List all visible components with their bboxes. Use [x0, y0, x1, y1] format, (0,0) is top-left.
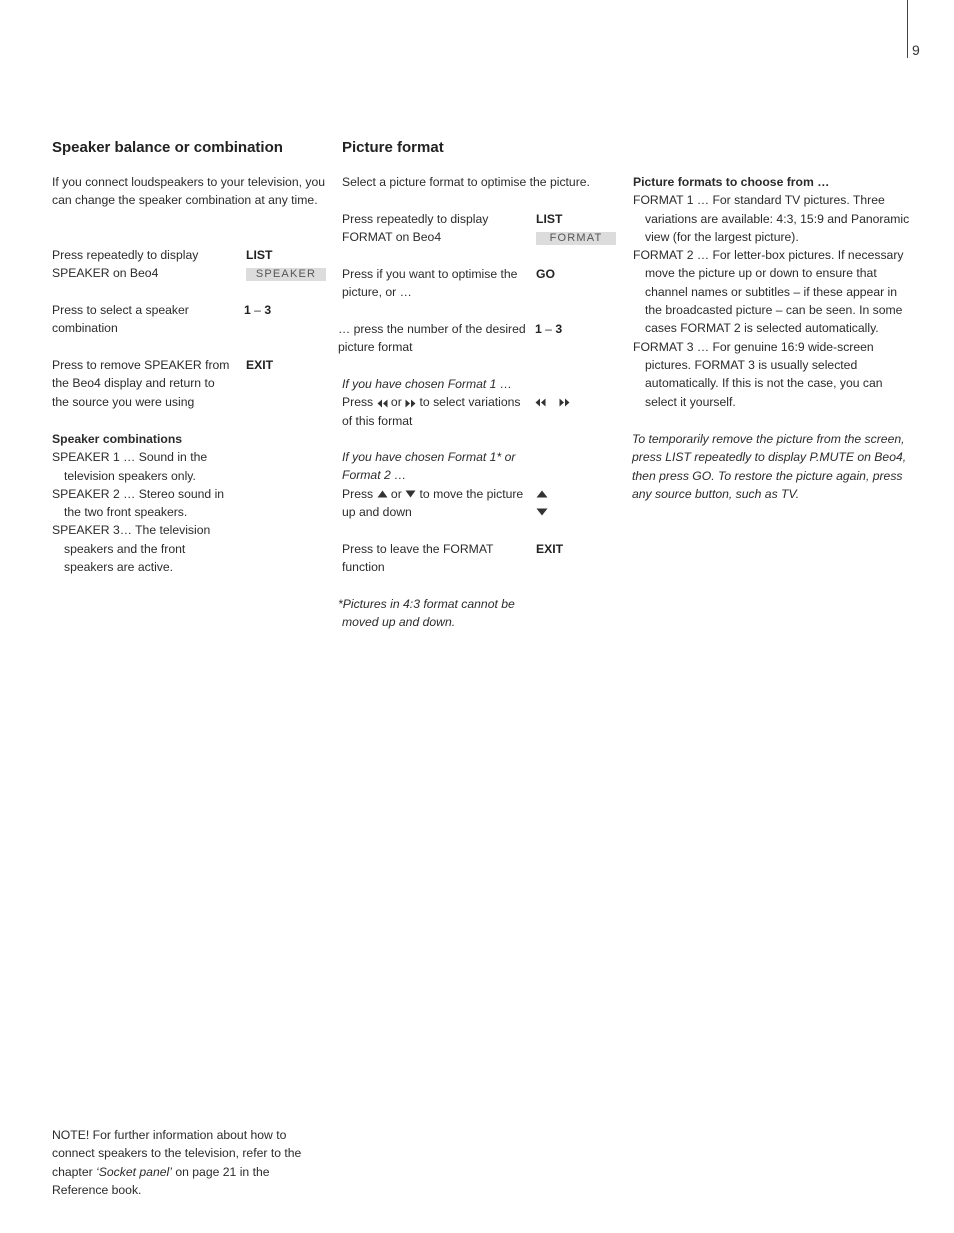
combination-item: SPEAKER 2 … Stereo sound in the two front speakers. — [52, 486, 225, 520]
format-footnote: *Pictures in 4:3 format cannot be moved up and down. — [338, 597, 515, 630]
format-description: … For standard TV pictures. Three variations are available: 4:3, 15:9 and Panoramic view (for the largest picture). — [645, 193, 910, 244]
format-step3-keys — [535, 320, 562, 338]
note-text: NOTE! For further information about how to connect speakers to the television, refer to the chapter — [52, 1128, 302, 1179]
format-step1-instruction — [536, 210, 616, 247]
picture-intro: Select a picture format to optimise the picture. — [342, 175, 590, 189]
format2-condition: If you have chosen Format 1* or Format 2 … — [342, 450, 516, 483]
combination-item: SPEAKER 1 … Sound in the television speakers only. — [52, 450, 208, 483]
key-1: 1 — [535, 322, 542, 336]
key-3: 3 — [555, 322, 563, 336]
step5-text-b: to move the picture up and down — [342, 486, 524, 519]
format-item — [633, 338, 911, 411]
step4-text-or: or — [387, 395, 406, 410]
format-step1-text: Press repeatedly to display FORMAT on Beo4 — [342, 212, 489, 245]
reference-note — [52, 1126, 312, 1199]
format-step2-text: Press if you want to optimise the picture, or … — [342, 267, 518, 300]
picture-mute-tip: To temporarily remove the picture from the screen, press LIST repeatedly to display P.MUTE on Beo4, then press GO. To restore the picture again, press any source button, such as TV. — [632, 432, 907, 501]
speaker-step1-instruction — [246, 246, 326, 283]
go-key: GO — [536, 267, 555, 281]
formats-list — [633, 173, 911, 411]
format-label: FORMAT 2 — [633, 248, 694, 263]
step5-text-a: Press — [342, 486, 377, 501]
step5-text-or: or — [387, 486, 406, 501]
format-item — [633, 246, 911, 337]
format-display: FORMAT — [536, 232, 616, 245]
move-picture-keys — [536, 490, 548, 516]
key-range-sep: – — [541, 322, 556, 336]
list-key: LIST — [246, 248, 273, 262]
format-step5-text — [342, 485, 532, 522]
page-number: 9 — [912, 42, 920, 58]
speaker-intro: If you connect loudspeakers to your television, you can change the speaker combination at any time. — [52, 175, 326, 208]
arrow-up-icon — [536, 490, 548, 498]
picture-format-heading: Picture format — [342, 139, 444, 156]
combination-item: SPEAKER 3… The television speakers and the front speakers are active. — [52, 523, 211, 575]
speaker-step1-text: Press repeatedly to display SPEAKER on Beo4 — [52, 248, 199, 281]
rewind-icon — [535, 398, 546, 407]
format-label: FORMAT 3 — [633, 339, 694, 354]
step4-text-a: Press — [342, 395, 377, 410]
step4-text-b: to select variations of this format — [342, 395, 521, 428]
speaker-combinations — [52, 430, 232, 576]
speaker-heading: Speaker balance or combination — [52, 139, 283, 156]
format-description: … For letter-box pictures. If necessary move the picture up or down to ensure that channel names or subtitles – if these appear in the broadcasted picture – can be seen. In some cases FORMAT 2 is selected automatically. — [645, 248, 904, 336]
format-label: FORMAT 1 — [633, 193, 694, 208]
speaker-display: SPEAKER — [246, 268, 326, 281]
formats-heading: Picture formats to choose from … — [633, 175, 830, 189]
arrow-down-icon — [405, 490, 416, 498]
format-step5 — [342, 448, 532, 521]
note-chapter: ‘Socket panel’ — [96, 1164, 172, 1179]
page-rule — [907, 0, 908, 58]
speaker-step2-keys — [244, 301, 271, 319]
exit-key: EXIT — [536, 542, 564, 556]
note-text-end: on page 21 in the Reference book. — [52, 1164, 270, 1197]
arrow-down-icon — [536, 508, 548, 516]
format-step3-text: … press the number of the desired picture format — [338, 322, 526, 355]
exit-key: EXIT — [246, 358, 274, 372]
arrow-up-icon — [377, 490, 388, 498]
format1-condition: If you have chosen Format 1 … — [342, 377, 513, 391]
format-description: … For genuine 16:9 wide-screen pictures. FORMAT 3 is usually selected automatically. If this is not the case, you can select it yourself. — [645, 339, 883, 409]
speaker-step3-text: Press to remove SPEAKER from the Beo4 display and return to the source you were using — [52, 358, 230, 409]
combinations-heading: Speaker combinations — [52, 432, 183, 446]
format-step4-text — [342, 393, 532, 430]
format-step6-text: Press to leave the FORMAT function — [342, 542, 494, 575]
key-range-sep: – — [250, 303, 265, 317]
rewind-icon — [377, 399, 388, 408]
key-3: 3 — [264, 303, 272, 317]
format-item — [633, 191, 911, 246]
format-step4 — [342, 375, 532, 430]
key-1: 1 — [244, 303, 251, 317]
fast-forward-icon — [405, 399, 416, 408]
list-key: LIST — [536, 212, 563, 226]
fast-forward-icon — [559, 398, 570, 407]
format-variation-keys — [535, 393, 570, 411]
speaker-step2-text: Press to select a speaker combination — [52, 303, 189, 336]
